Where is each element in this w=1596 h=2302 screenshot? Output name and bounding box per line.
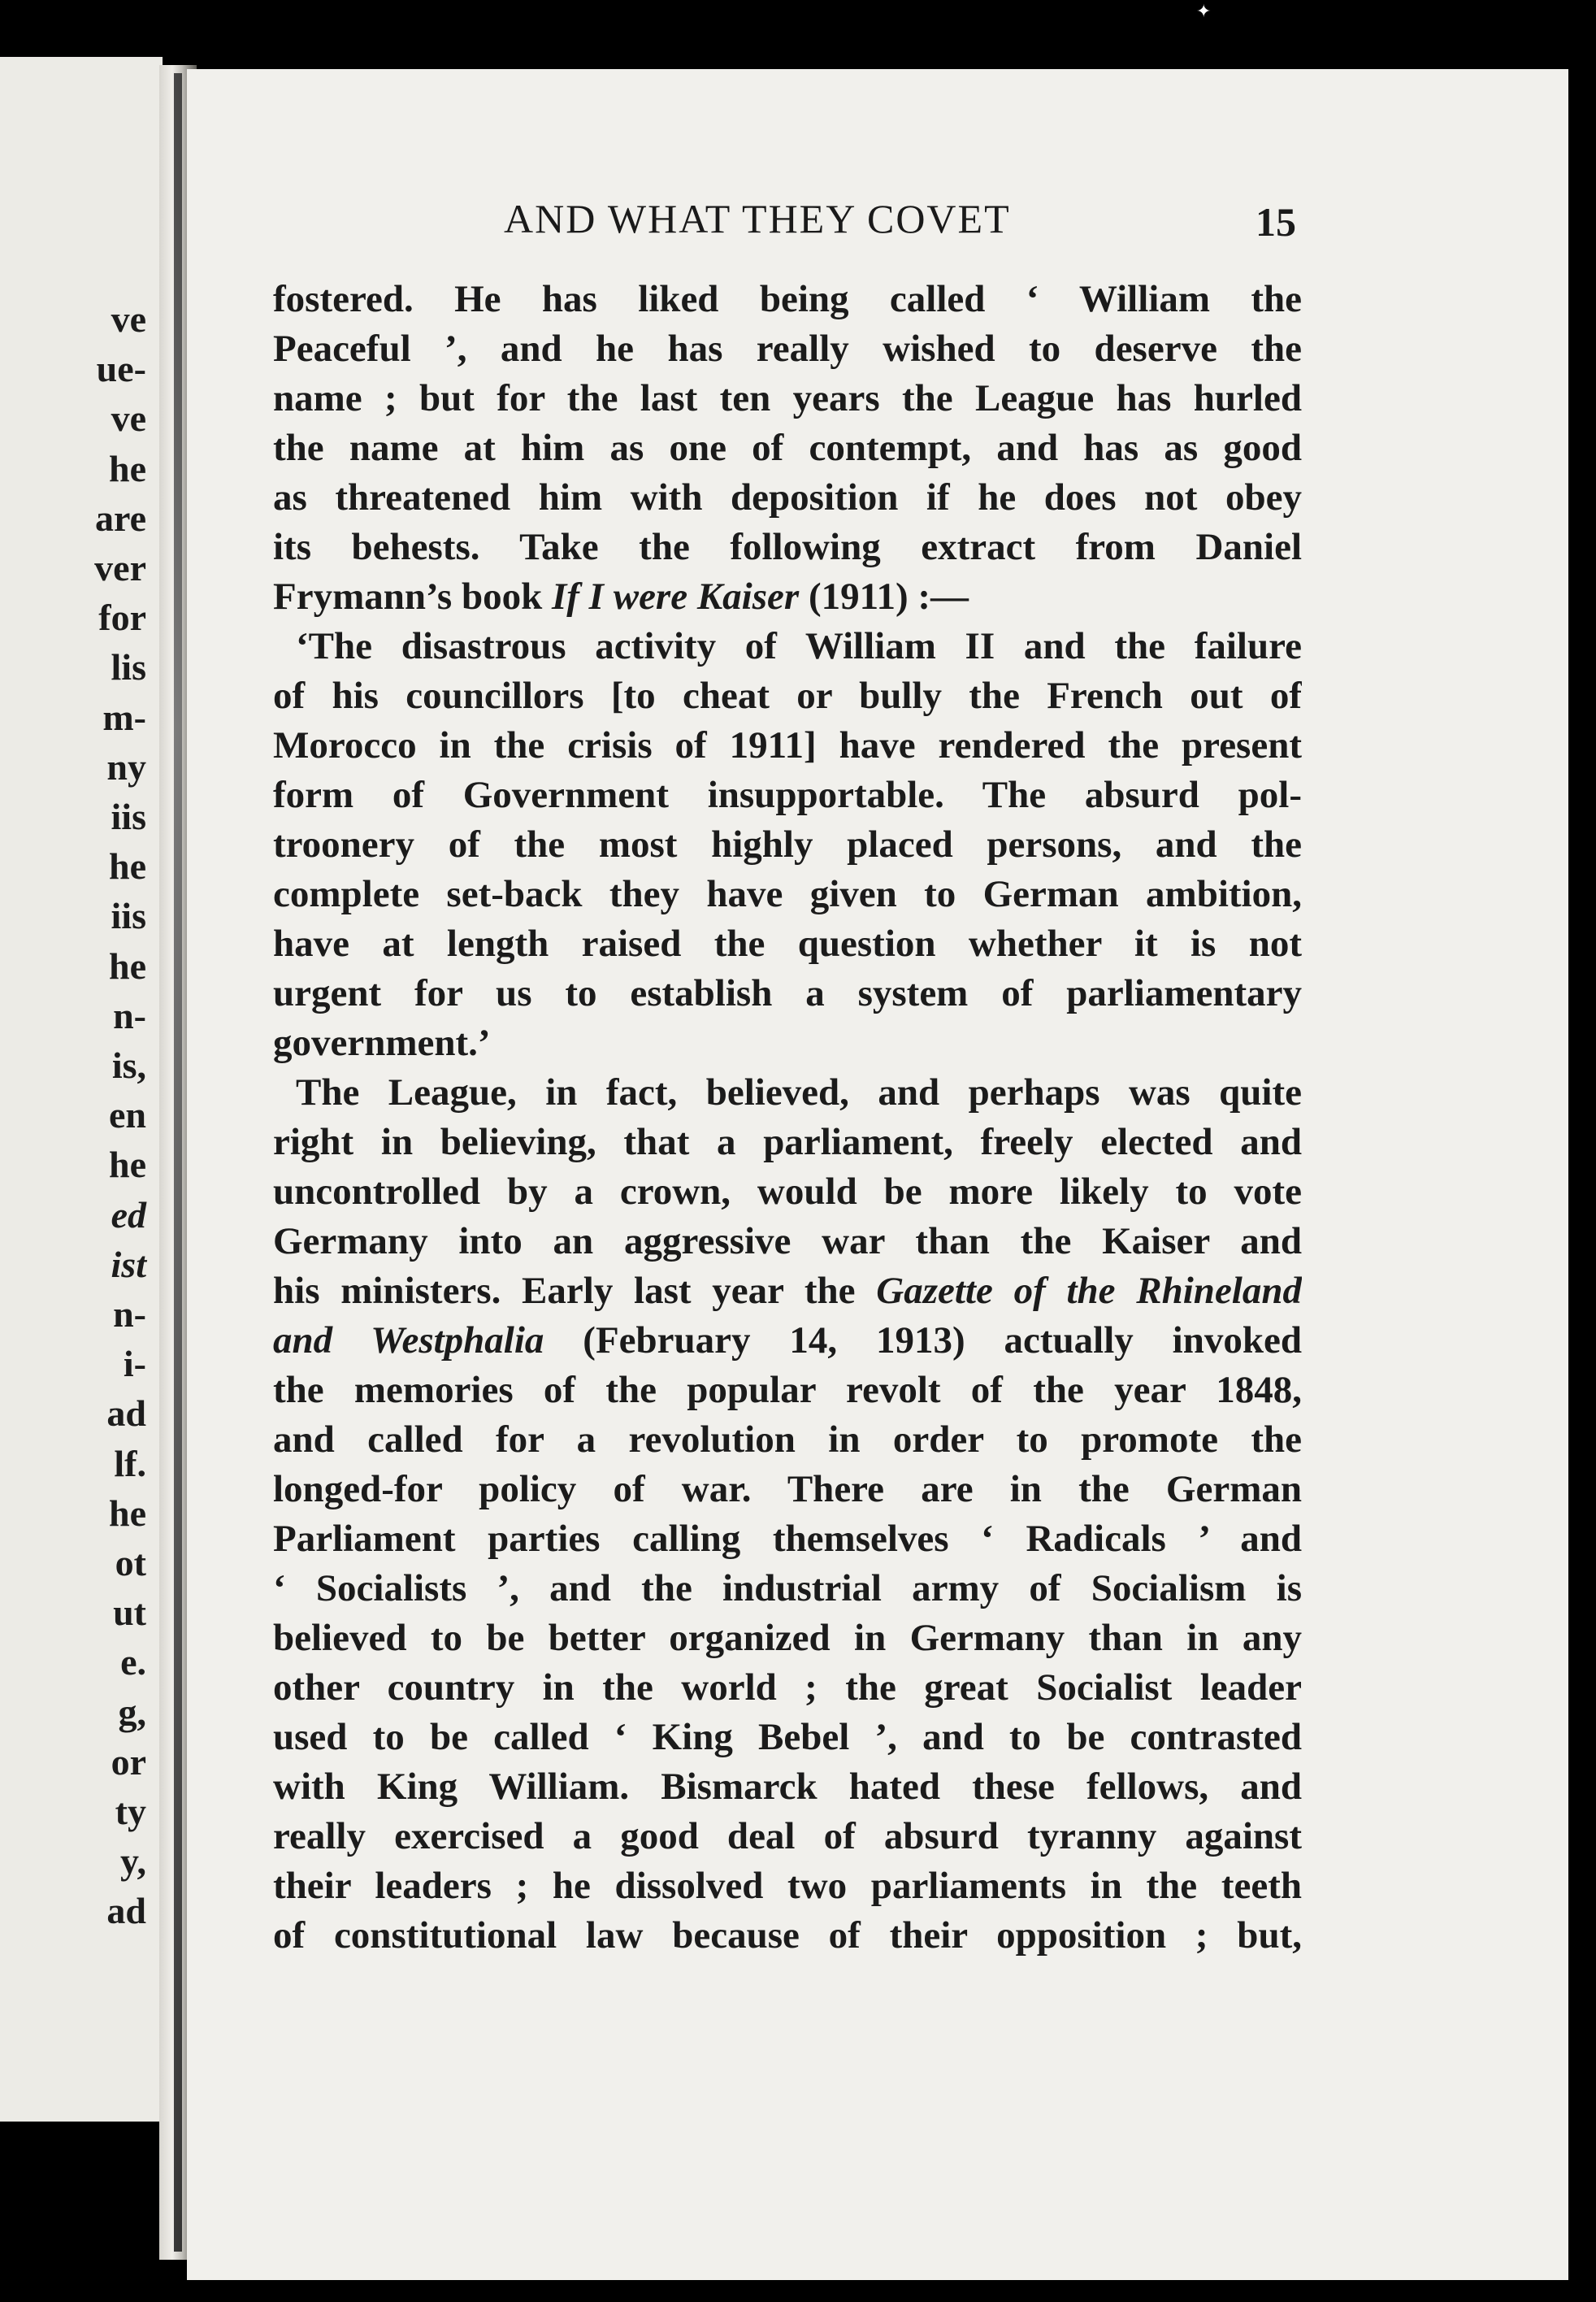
left-page-line-fragment: he (109, 1492, 146, 1534)
text-line: Germany into an aggressive war than the Kaiser and (273, 1220, 1302, 1262)
left-page-line-fragment: ut (113, 1592, 146, 1634)
binding-shadow (174, 73, 182, 2252)
left-page-line-fragment: he (109, 1144, 146, 1186)
left-page-fragment (0, 57, 163, 2122)
left-page-line-fragment: ty (115, 1791, 146, 1832)
text-line: of constitutional law because of their opposition ; but, (273, 1914, 1302, 1957)
left-page-line-fragment: en (109, 1094, 146, 1136)
text-run: (February 14, 1913) actually invoked (544, 1319, 1302, 1362)
left-page-line-fragment: ad (106, 1890, 146, 1932)
page-number: 15 (1256, 199, 1296, 245)
text-line: uncontrolled by a crown, would be more likely to vote (273, 1171, 1302, 1213)
text-line: have at length raised the question whether it is not (273, 923, 1302, 965)
text-line: right in believing, that a parliament, freely elected and (273, 1121, 1302, 1163)
italic-title: Gazette of the Rhineland (876, 1270, 1302, 1312)
text-line: their leaders ; he dissolved two parliaments in the teeth (273, 1865, 1302, 1907)
text-line (273, 1316, 1302, 1366)
left-page-line-fragment: n- (113, 994, 146, 1036)
text-run: (1911) :— (799, 576, 969, 618)
left-page-line-fragment: ist (111, 1243, 146, 1285)
left-page-line-fragment: ed (111, 1193, 146, 1236)
text-line: really exercised a good deal of absurd tyranny against (273, 1815, 1302, 1857)
text-line: with King William. Bismarck hated these fellows, and (273, 1766, 1302, 1808)
text-line: and called for a revolution in order to promote the (273, 1418, 1302, 1461)
text-line: government.’ (273, 1022, 491, 1064)
left-page-line-fragment: m- (102, 696, 146, 738)
left-page-line-fragment: he (109, 447, 146, 489)
left-page-line-fragment: he (109, 945, 146, 987)
left-page-line-fragment: ue- (96, 348, 146, 390)
left-page-line-fragment: lf. (114, 1442, 146, 1484)
text-line: ‘ Socialists ’, and the industrial army of Socialism is (273, 1567, 1302, 1609)
left-page-line-fragment: or (111, 1740, 146, 1783)
italic-title: If I were Kaiser (551, 576, 800, 618)
left-page-line-fragment: i- (123, 1343, 146, 1385)
left-page-line-fragment: iis (111, 895, 146, 937)
running-head: AND WHAT THEY COVET (504, 196, 1011, 241)
left-page-line-fragment: y, (120, 1840, 146, 1883)
left-page-line-fragment: is, (111, 1045, 146, 1086)
text-line: longed-for policy of war. There are in the German (273, 1468, 1302, 1510)
left-page-line-fragment: ad (106, 1392, 146, 1435)
text-line: believed to be better organized in Germany than in any (273, 1617, 1302, 1659)
left-page-line-fragment: iis (111, 796, 146, 837)
italic-title: and Westphalia (273, 1319, 544, 1362)
text-line: The League, in fact, believed, and perhaps was quite (296, 1071, 1302, 1114)
left-page-line-fragment: are (94, 497, 146, 539)
text-line: troonery of the most highly placed persons, and the (273, 823, 1302, 866)
text-line: of his councillors [to cheat or bully the French out of (273, 675, 1302, 717)
left-page-line-fragment: g, (118, 1691, 146, 1733)
text-line: as threatened him with deposition if he does not obey (273, 476, 1302, 519)
left-page-line-fragment: lis (111, 646, 146, 688)
text-line: Parliament parties calling themselves ‘ Radicals ’ and (273, 1518, 1302, 1560)
text-line: ‘The disastrous activity of William II and the failure (296, 625, 1302, 667)
left-page-line-fragment: e. (120, 1641, 146, 1683)
text-line: urgent for us to establish a system of parliamentary (273, 972, 1302, 1014)
text-line (273, 1266, 1302, 1316)
left-page-line-fragment: ot (115, 1542, 146, 1583)
text-run: his ministers. Early last year the (273, 1270, 877, 1312)
text-line: other country in the world ; the great Socialist leader (273, 1666, 1302, 1709)
text-line: fostered. He has liked being called ‘ William the (273, 278, 1302, 320)
scan-mark: ✦ (1196, 2, 1212, 22)
left-page-line-fragment: ver (94, 547, 146, 589)
body-text (273, 275, 1302, 1961)
text-run: Frymann’s book (273, 576, 552, 618)
text-line: name ; but for the last ten years the League has hurled (273, 377, 1302, 419)
left-page-line-fragment: ve (111, 298, 146, 340)
text-line: Peaceful ’, and he has really wished to deserve the (273, 328, 1302, 370)
left-page-line-fragment: he (109, 845, 146, 888)
text-line: Morocco in the crisis of 1911] have rendered the present (273, 724, 1302, 767)
text-line: the memories of the popular revolt of the year 1848, (273, 1369, 1302, 1411)
left-page-line-fragment: for (98, 597, 146, 639)
text-line: used to be called ‘ King Bebel ’, and to be contrasted (273, 1716, 1302, 1758)
left-page-line-fragment: ny (106, 745, 146, 788)
text-line: the name at him as one of contempt, and has as good (273, 427, 1302, 469)
text-line (273, 572, 1302, 622)
text-line: complete set-back they have given to German ambition, (273, 873, 1302, 915)
left-page-line-fragment: n- (113, 1293, 146, 1335)
left-page-line-fragment: ve (111, 397, 146, 440)
text-line: form of Government insupportable. The absurd pol- (273, 774, 1302, 816)
text-line: its behests. Take the following extract from Daniel (273, 526, 1302, 568)
